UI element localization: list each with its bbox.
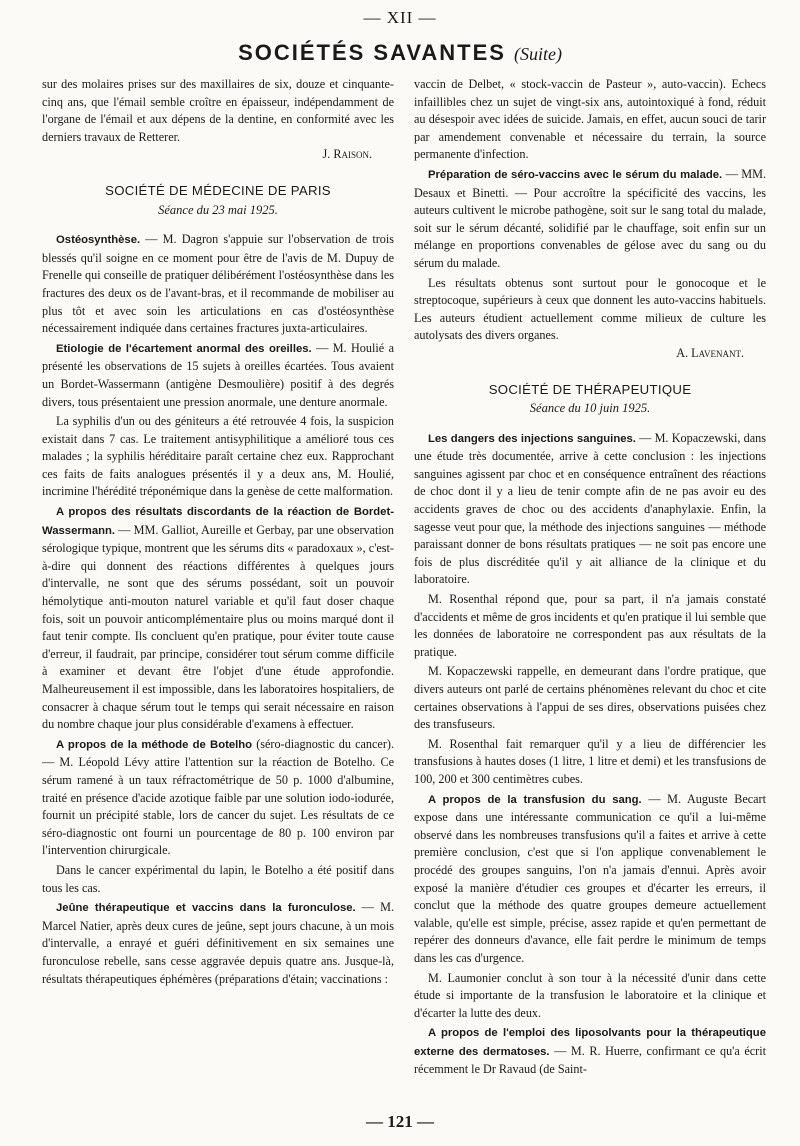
paragraph-resultats: Les résultats obtenus sont surtout pour le gonocoque et le streptocoque, supérieurs à ceux que donnent les auto-vaccins habituels. Les auteurs étudient actuellement comme milieux de culture les autolysats des divers organes. [414,275,766,343]
article-title: Etiologie de l'écartement anormal des oreilles. [56,342,312,355]
paragraph-rosenthal-1: M. Rosenthal répond que, pour sa part, il n'a jamais constaté d'accidents et même de gros incidents et qu'en pratique il lui semble que les données de laboratoire ne correspondent pas aux résultats de la pratique. [414,592,766,659]
article-body: — M. R. Huerre, confirmant ce qu'a écrit récemment le Dr Ravaud (de Saint- [414,1043,766,1077]
intro-signature: J. Raison. [322,147,372,162]
article-title: A propos des résultats discordants de la réaction de Bordet-Wassermann. [42,506,394,537]
article-injections-sanguines [414,430,766,589]
article-botelho [42,736,394,860]
paragraph-cancer-lapin: Dans le cancer expérimental du lapin, le Botelho a été positif dans tous les cas. [42,862,394,895]
article-body: — M. Kopaczewski, dans une étude très documentée, arrive à cette conclusion : les injections sanguines agissent par choc et en conséquence entraînent des réactions de choc dont il y a lieu de tenir compte afin de ne pas avoir eu des accidents graves de choc ou des accidents d'anaphylaxie. Enfin, la sagesse veut pour que, la méthode des injections sanguines — méthode paraissant donner de bons résultats pratiques — ne soit pas encore une fois de plus discréditée qu'il y ait alliance de la clinique et du laboratoire. [414,430,766,587]
article-body: — M. Dagron s'appuie sur l'observation de trois blessés qu'il soigne en ce moment pour être de l'avis de M. Dupuy de Frenelle qui conseille de pratiquer délibérément l'ostéosynthèse dans les fractures des deux os de l'avant-bras, et il recommande de mobiliser au plus tôt et avec soin les articulations en cas d'ostéosynthèse nécessairement indiquée dans certaines fractures juxta-articulaires. [42,232,394,336]
society-heading-therapeutique: SOCIÉTÉ DE THÉRAPEUTIQUE [488,381,692,397]
article-body: — M. Marcel Natier, après deux cures de jeûne, sept jours chacune, à un mois d'intervalle, a enrayé et guéri définitivement en six semaines une furonculose rebelle, sans cesse aggravée depuis quatre ans. Jusque-là, résultats thérapeutiques éphémères (préparations d'étain; vaccinations : [42,900,394,986]
paragraph-kopaczewski: M. Kopaczewski rappelle, en demeurant dans l'ordre pratique, que divers auteurs ont parlé de certains phénomènes relevant du choc et cite certaines observations à l'appui de ses dires, observations puisées chez des transfuseurs. [414,664,766,732]
header-title: SOCIÉTÉS SAVANTES [238,40,506,65]
session-date-therapeutique: Séance du 10 juin 1925. [529,401,651,416]
article-title: Jeûne thérapeutique et vaccins dans la furonculose. [56,902,356,915]
article-body: — M. Houlié a présenté les observations de 15 sujets à oreilles écartées. Tous avaient un Bordet-Wassermann (antigène Desmoulière) positif à des degrés divers, tous présentaient une pression anormale, une denture anormale. [42,340,395,409]
paragraph-syphilis: La syphilis d'un ou des géniteurs a été retrouvée 4 fois, la suspicion existait dans 7 cas. Le traitement antisyphilitique a amélioré tous ces malades ; la syphilis héréditaire paraît certaine chez eux. Rapprochant ces faits de faits analogues présentés il y a deux ans, M. Houlié, incrimine l'hérédité tréponémique dans la genèse de cette malformation. [42,414,394,499]
paragraph-laumonier: M. Laumonier conclut à son tour à la nécessité d'unir dans cette étude si importante de la transfusion le laboratoire et la clinique et d'écarter la lutte des deux. [414,970,766,1020]
article-osteosynthese [42,231,394,338]
article-transfusion [414,791,766,968]
article-body: (séro-diagnostic du cancer). — M. Léopold Lévy attire l'attention sur la réaction de Botelho. Ce sérum ramené à un taux réfractométrique de 50 p. 1000 d'albumine, traité en présence d'acide azotique faible par une solution iodo-iodurée, fournit un précipité stable, lors de cancer du sujet. Les résultats de ce séro-diagnostic ont fourni un pourcentage de 80 p. 100 environ par l'intervention chirurgicale. [42,736,394,858]
article-body: — MM. Galliot, Aureille et Gerbay, par une observation sérologique typique, montrent que les sérums dits « paradoxaux », c'est-à-dire qui donnent des réactions différentes à quelques jours d'intervalle, ne sont que des sérums possédant, soit un pouvoir hémolytique anti-mouton naturel variable et qu'il faut doser chaque fois, soit un pouvoir anticomplémentaire plus ou moins marqué dont il faut tenir compte. Ils concluent qu'en pratique, pour éviter toute cause d'erreur, il faudrait, par principe, considérer tout sérum comme difficile à examiner et devant être l'objet d'une étude approfondie. Malheureusement il est impossible, dans les laboratoires hospitaliers, de consacrer à chaque sérum tout le temps qui serait nécessaire en raison du nombre chaque jour plus considérable d'examens à effectuer. [42,522,395,732]
article-bordet-wassermann [42,503,394,734]
article-oreilles [42,340,394,411]
article-title: A propos de l'emploi des liposolvants pour la thérapeutique externe des dermatoses. [414,1027,766,1058]
header-suite: (Suite) [513,44,562,64]
article-body: — M. Auguste Becart expose dans une intéressante communication ce qu'il a lui-même observé dans les nombreuses transfusions qu'il a faites et arrive à cette première conclusion, c'est que si l'on applique convenablement le procédé des groupes sanguins, l'on n'a jamais d'ennui. Après avoir exposé la manière d'étudier ces groupes et d'écarter les erreurs, il conclut que la méthode des quatre groupes demeure actuellement valable, qu'elle est simple, précise, assez rapide et qu'en permettant de repérer des donneurs d'avance, elle fait perdre le minimum de temps dans les cas d'urgence. [414,791,766,965]
page-header [0,40,800,66]
left-column [42,76,394,988]
article-title: Préparation de séro-vaccins avec le sérum du malade. [428,168,723,181]
article-body: — MM. Desaux et Binetti. — Pour accroître la spécificité des vaccins, les auteurs cultivent le microbe pathogène, soit sur le sang total du malade, soit sur le sérum décanté, solidifié par le chauffage, soit enfin sur un mélange en proportions convenables de gélose avec du sang ou du sérum du malade. [414,166,766,270]
session-date-medecine: Séance du 23 mai 1925. [158,202,278,217]
article-jeune [42,899,394,988]
article-title: A propos de la méthode de Botelho [56,738,253,751]
article-sero-vaccins [414,166,766,273]
article-liposolvants [414,1024,766,1079]
page-number: — 121 — [366,1112,434,1131]
intro-paragraph: sur des molaires prises sur des maxillaires de six, douze et cinquante-cinq ans, que l'émail semble croître en épaisseur, indépendamment de l'organe de l'émail et aux dépens de la dentine, en conformité avec les derniers travaux de Retterer. [42,77,394,144]
paragraph-vaccins-suite: vaccin de Delbet, « stock-vaccin de Pasteur », auto-vaccin). Echecs infaillibles chez un sujet de vingt-six ans, autointoxiqué à fond, réduit au désespoir avec idées de suicide. Jamais, en effet, aucun souci de tarir par amendement convenable et nécessaire du terrain, la source permanente d'infection. [414,77,766,162]
society-heading-medecine: SOCIÉTÉ DE MÉDECINE DE PARIS [105,182,331,198]
article-title: Ostéosynthèse. [56,234,141,247]
roman-page-number: — XII — [363,8,437,27]
paragraph-rosenthal-2: M. Rosenthal fait remarquer qu'il y a lieu de différencier les transfusions à hautes doses (1 litre, 1 litre et demi) et les transfusions de 100, 200 et 300 centimètres cubes. [414,736,766,786]
article-title: A propos de la transfusion du sang. [428,793,642,806]
signature-lavenant: A. Lavenant. [676,345,744,360]
article-title: Les dangers des injections sanguines. [428,432,636,445]
right-column [414,76,766,1079]
